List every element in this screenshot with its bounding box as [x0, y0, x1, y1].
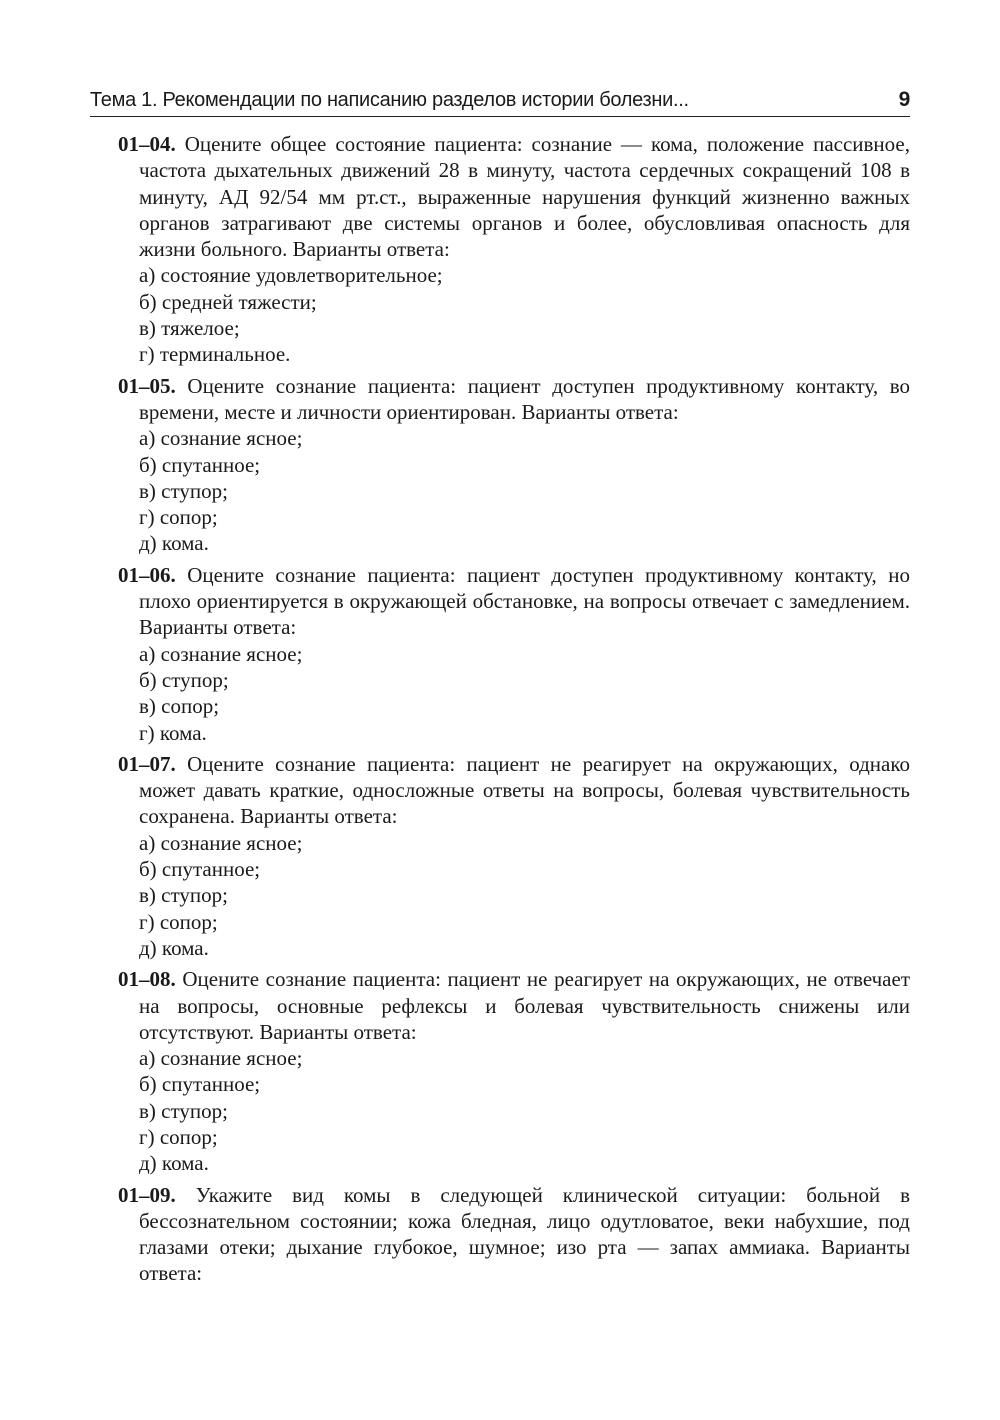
- question-stem: [118, 751, 910, 830]
- question-01-08: [118, 966, 910, 1176]
- answer-option: в) ступор;: [139, 478, 228, 503]
- question-text: Оцените сознание пациента: пациент не реагирует на окружающих, однако может давать краткие, односложные ответы на вопросы, болевая чувствительность сохранена. Варианты ответа:: [139, 751, 910, 829]
- answer-option: б) спутанное;: [139, 452, 261, 477]
- page-number: 9: [898, 88, 910, 111]
- question-01-09: [118, 1182, 910, 1287]
- answer-option: в) ступор;: [139, 1098, 228, 1123]
- question-01-04: [118, 131, 910, 368]
- header-title: Тема 1. Рекомендации по написанию разделов истории болезни...: [90, 89, 689, 111]
- question-text: Оцените сознание пациента: пациент доступен продуктивному контакту, во времени, месте и личности ориентирован. Варианты ответа:: [139, 373, 911, 424]
- answer-option: д) кома.: [139, 531, 209, 556]
- answer-option: г) терминальное.: [139, 342, 291, 367]
- answer-option: а) сознание ясное;: [139, 641, 303, 666]
- answer-option: а) сознание ясное;: [139, 830, 303, 855]
- question-number: 01–07.: [118, 751, 176, 776]
- answer-options: [118, 1045, 910, 1176]
- answer-option: в) тяжелое;: [139, 316, 240, 341]
- question-text: Укажите вид комы в следующей клинической ситуации: больной в бессознательном состоянии; кожа бледная, лицо одутловатое, веки набухшие, под глазами отеки; дыхание глубокое, шумное; изо рта — запах аммиака. Варианты ответа:: [139, 1182, 911, 1286]
- question-stem: [118, 562, 910, 641]
- question-text: Оцените сознание пациента: пациент доступен продуктивному контакту, но плохо ориентируется в окружающей обстановке, на вопросы отвечает с замедлением. Варианты ответа:: [139, 562, 910, 640]
- answer-option: г) сопор;: [139, 505, 218, 530]
- answer-option: б) спутанное;: [139, 1072, 261, 1097]
- question-01-06: [118, 562, 910, 746]
- question-number: 01–05.: [118, 373, 176, 398]
- question-text: Оцените сознание пациента: пациент не реагирует на окружающих, не отвечает на вопросы, основные рефлексы и болевая чувствительность снижены или отсутствуют. Варианты ответа:: [139, 967, 910, 1044]
- question-stem: [118, 131, 910, 262]
- answer-option: в) сопор;: [139, 694, 220, 719]
- answer-options: [118, 641, 910, 746]
- answer-option: б) ступор;: [139, 667, 229, 692]
- answer-option: д) кома.: [139, 1151, 209, 1176]
- question-01-05: [118, 373, 910, 557]
- running-header: [90, 86, 910, 117]
- answer-options: [118, 425, 910, 556]
- question-number: 01–08.: [118, 967, 176, 992]
- answer-option: г) кома.: [139, 720, 207, 745]
- question-number: 01–06.: [118, 562, 176, 587]
- answer-option: б) средней тяжести;: [139, 289, 317, 314]
- question-text: Оцените общее состояние пациента: сознание — кома, положение пассивное, частота дыхательных движений 28 в минуту, частота сердечных сокращений 108 в минуту, АД 92/54 мм рт.ст., выраженные нарушения функций жизненно важных органов затрагивают две системы органов и более, обусловливая опасность для жизни больного. Варианты ответа:: [139, 132, 911, 262]
- question-01-07: [118, 751, 910, 961]
- question-stem: [118, 1182, 910, 1287]
- answer-option: а) состояние удовлетворительное;: [139, 263, 443, 288]
- answer-options: [118, 262, 910, 367]
- page-content: [118, 131, 910, 1292]
- answer-option: г) сопор;: [139, 1124, 218, 1149]
- question-number: 01–09.: [118, 1182, 176, 1207]
- answer-option: в) ступор;: [139, 883, 228, 908]
- answer-option: а) сознание ясное;: [139, 426, 303, 451]
- answer-option: б) спутанное;: [139, 857, 261, 882]
- question-stem: [118, 966, 910, 1045]
- answer-option: д) кома.: [139, 935, 209, 960]
- answer-option: а) сознание ясное;: [139, 1046, 303, 1071]
- answer-options: [118, 830, 910, 961]
- question-stem: [118, 373, 910, 426]
- answer-option: г) сопор;: [139, 909, 218, 934]
- question-number: 01–04.: [118, 132, 176, 156]
